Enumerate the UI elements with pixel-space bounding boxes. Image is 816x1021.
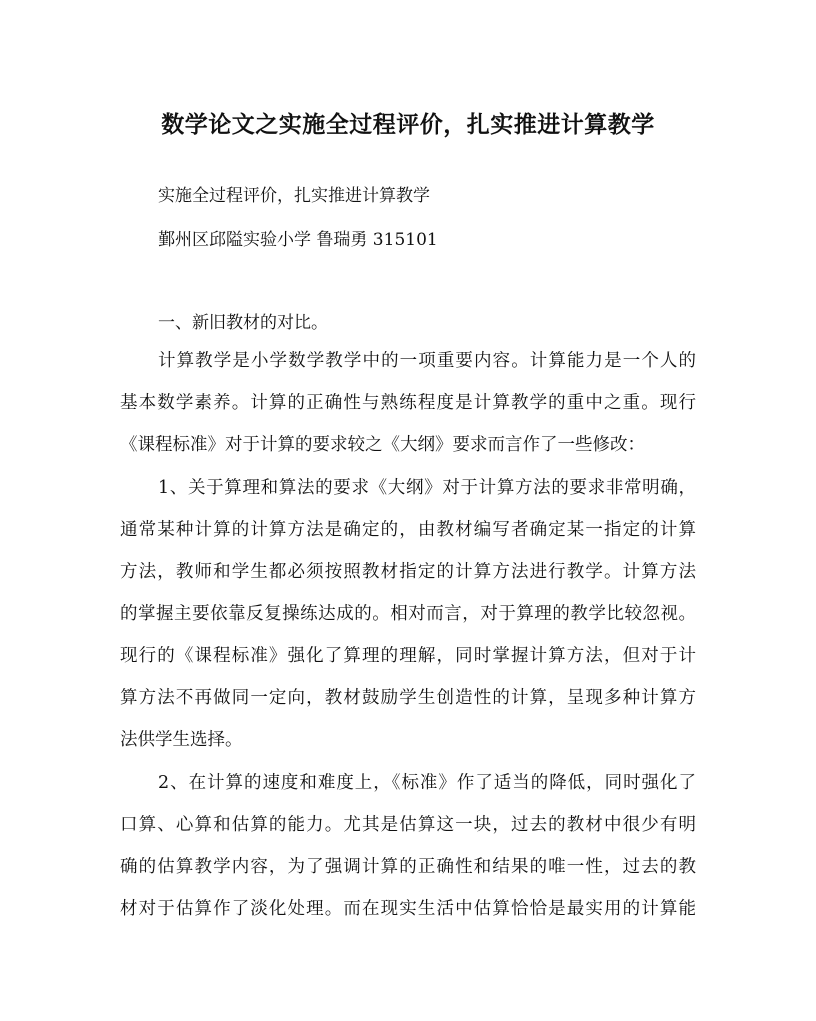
- paragraph-3-line-3: 确的估算教学内容，为了强调计算的正确性和结果的唯一性，过去的教: [120, 857, 696, 877]
- paragraph-1-line-3: 《课程标准》对于计算的要求较之《大纲》要求而言作了一些修改：: [120, 435, 645, 455]
- paragraph-3-line-2: 口算、心算和估算的能力。尤其是估算这一块，过去的教材中很少有明: [120, 815, 696, 835]
- paragraph-1-line-1: 计算教学是小学数学教学中的一项重要内容。计算能力是一个人的: [158, 351, 696, 371]
- paragraph-2-line-4: 的掌握主要依靠反复操练达成的。相对而言，对于算理的教学比较忽视。: [120, 604, 696, 624]
- paragraph-2-line-6: 算方法不再做同一定向，教材鼓励学生创造性的计算，呈现多种计算方: [120, 688, 696, 708]
- paragraph-3-line-4: 材对于估算作了淡化处理。而在现实生活中估算恰恰是最实用的计算能: [120, 899, 696, 919]
- paragraph-1-line-2: 基本数学素养。计算的正确性与熟练程度是计算教学的重中之重。现行: [120, 393, 696, 413]
- paragraph-2-line-7: 法供学生选择。: [120, 730, 243, 750]
- paragraph-3-line-1: 2、在计算的速度和难度上，《标准》作了适当的降低，同时强化了: [158, 773, 696, 793]
- author-line: 鄞州区邱隘实验小学 鲁瑞勇 315101: [158, 230, 438, 250]
- paragraph-2-line-5: 现行的《课程标准》强化了算理的理解，同时掌握计算方法，但对于计: [120, 646, 696, 666]
- paragraph-2-line-1: 1、关于算理和算法的要求《大纲》对于计算方法的要求非常明确，: [158, 478, 696, 498]
- document-title: 数学论文之实施全过程评价，扎实推进计算教学: [161, 111, 655, 138]
- section-heading: 一、新旧教材的对比。: [158, 313, 328, 333]
- paragraph-2-line-3: 方法，教师和学生都必须按照教材指定的计算方法进行教学。计算方法: [120, 562, 696, 582]
- paragraph-2-line-2: 通常某种计算的计算方法是确定的，由教材编写者确定某一指定的计算: [120, 520, 696, 540]
- subtitle: 实施全过程评价，扎实推进计算教学: [158, 186, 430, 206]
